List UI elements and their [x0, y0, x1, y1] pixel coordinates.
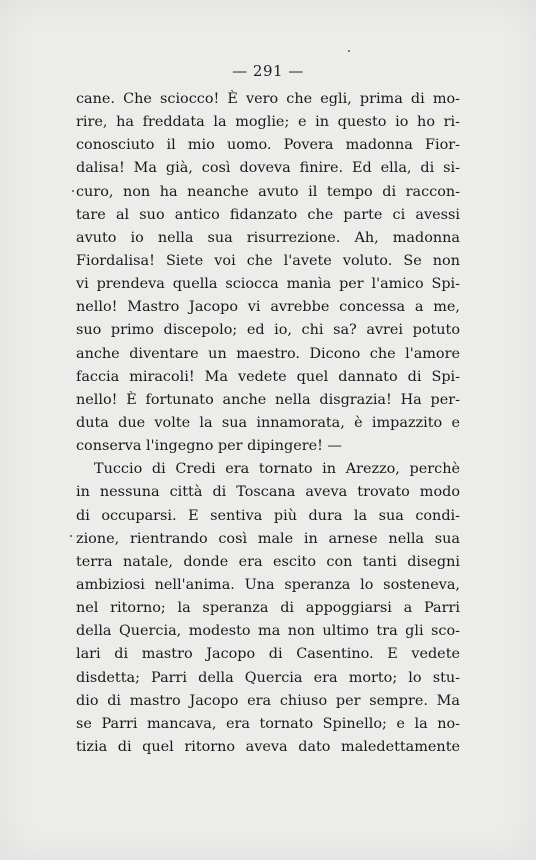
text-line: nel ritorno; la speranza di appoggiarsi a Parri: [76, 600, 460, 617]
paper-speck: [70, 535, 72, 537]
text-line: anche diventare un maestro. Dicono che l'amore: [76, 345, 460, 362]
text-line: suo primo discepolo; ed io, chi sa? avrei potuto: [76, 322, 460, 339]
text-line: della Quercia, modesto ma non ultimo tra gli sco-: [76, 623, 460, 640]
text-line-paragraph-start: Tuccio di Credi era tornato in Arezzo, perchè: [94, 461, 460, 478]
text-line: se Parri mancava, era tornato Spinello; e la no-: [76, 715, 460, 732]
body-text: [76, 88, 460, 759]
text-line: nello! È fortunato anche nella disgrazia! Ha per-: [76, 391, 460, 408]
text-line: dalisa! Ma già, così doveva finire. Ed ella, di si-: [76, 160, 460, 177]
text-line: zione, rientrando così male in arnese nella sua: [76, 530, 460, 547]
text-line: cane. Che sciocco! È vero che egli, prima di mo-: [76, 91, 460, 107]
text-line: conserva l'ingegno per dipingere! —: [76, 438, 342, 455]
text-line: curo, non ha neanche avuto il tempo di raccon-: [76, 183, 460, 200]
text-line: Fiordalisa! Siete voi che l'avete voluto. Se non: [76, 252, 460, 269]
text-line: disdetta; Parri della Quercia era morto; lo stu-: [76, 669, 460, 686]
text-line: ambiziosi nell'anima. Una speranza lo sosteneva,: [76, 576, 460, 593]
text-line: tizia di quel ritorno aveva dato maledettamente: [76, 738, 460, 755]
text-line: duta due volte la sua innamorata, è impazzito e: [76, 414, 460, 431]
page-number: — 291 —: [232, 62, 304, 80]
text-line: vi prendeva quella sciocca manìa per l'amico Spi-: [76, 276, 460, 293]
text-line: avuto io nella sua risurrezione. Ah, madonna: [76, 229, 460, 246]
text-line: in nessuna città di Toscana aveva trovato modo: [76, 484, 460, 501]
text-line: rire, ha freddata la moglie; e in questo io ho ri-: [76, 114, 460, 131]
text-line: terra natale, donde era escito con tanti disegni: [76, 553, 460, 570]
text-line: faccia miracoli! Ma vedete quel dannato di Spi-: [76, 368, 460, 385]
text-line: conosciuto il mio uomo. Povera madonna Fior-: [76, 137, 460, 154]
paper-speck: [72, 190, 74, 192]
text-line: lari di mastro Jacopo di Casentino. E vedete: [76, 646, 460, 663]
text-line: tare al suo antico fidanzato che parte ci avessi: [76, 206, 460, 223]
text-line: di occuparsi. E sentiva più dura la sua condi-: [76, 507, 460, 524]
text-line: nello! Mastro Jacopo vi avrebbe concessa a me,: [76, 299, 460, 316]
text-line: dio di mastro Jacopo era chiuso per sempre. Ma: [76, 692, 460, 709]
paper-speck: [348, 50, 350, 52]
